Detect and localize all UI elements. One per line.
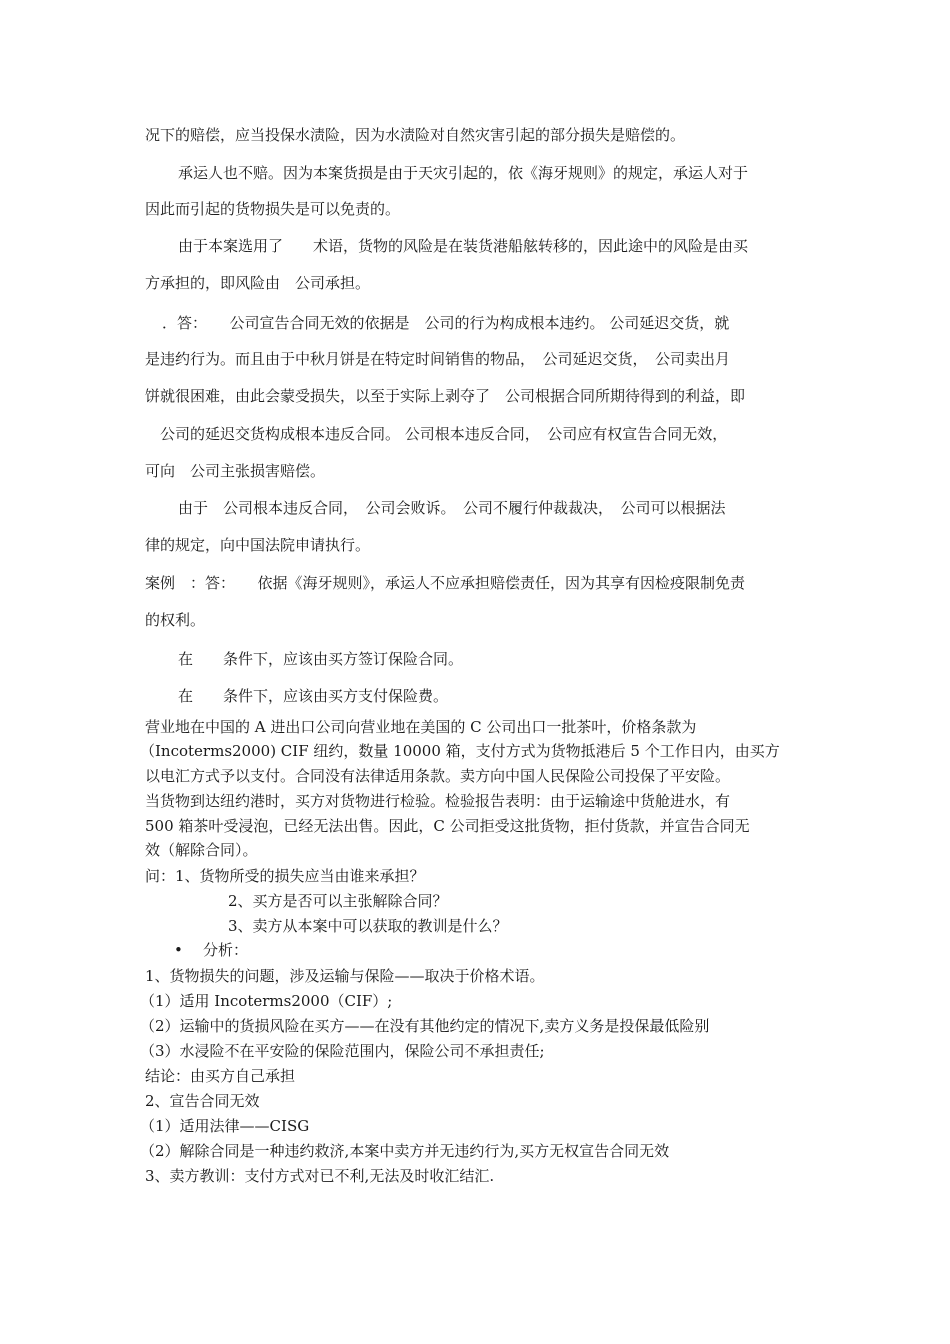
analysis-point-1-1: （1）适用 Incoterms2000（CIF）; (140, 992, 393, 1010)
analysis-point-1-3: （3）水浸险不在平安险的保险范围内，保险公司不承担责任; (140, 1042, 545, 1060)
answer-paragraph-3-line-2: 方承担的，即风险由 公司承担。 (145, 274, 371, 292)
answer-paragraph-5-line-2: 律的规定，向中国法院申请执行。 (145, 536, 371, 554)
answer-paragraph-5-line-1: 由于 公司根本违反合同， 公司会败诉。 公司不履行仲裁裁决， 公司可以根据法 (178, 499, 726, 517)
analysis-point-1-2: （2）运输中的货损风险在买方——在没有其他约定的情况下,卖方义务是投保最低险别 (140, 1017, 710, 1035)
case-text-line-3: 以电汇方式予以支付。合同没有法律适用条款。卖方向中国人民保险公司投保了平安险。 (145, 767, 731, 785)
bullet-icon: • (174, 941, 183, 959)
analysis-conclusion: 结论：由买方自己承担 (145, 1067, 296, 1085)
case-text-line-4: 当货物到达纽约港时，买方对货物进行检验。检验报告表明：由于运输途中货舱进水，有 (145, 792, 731, 810)
case-text-line-5: 500 箱茶叶受浸泡，已经无法出售。因此，C 公司拒受这批货物，拒付货款，并宣告合同无 (145, 817, 750, 835)
analysis-point-1: 1、货物损失的问题，涉及运输与保险——取决于价格术语。 (145, 967, 545, 985)
case-text-line-2: （Incoterms2000) CIF 纽约，数量 10000 箱，支付方式为货物抵港后 5 个工作日内，由买方 (140, 742, 780, 760)
question-2: 2、买方是否可以主张解除合同？ (228, 892, 448, 910)
answer-paragraph-6-line-1: 案例 ：答： 依据《海牙规则》，承运人不应承担赔偿责任，因为其享有因检疫限制免责 (145, 574, 746, 592)
case-text-line-1: 营业地在中国的 A 进出口公司向营业地在美国的 C 公司出口一批茶叶，价格条款为 (145, 718, 697, 736)
case-text-line-6: 效（解除合同）。 (145, 841, 258, 859)
answer-paragraph-8-line-1: 在 条件下，应该由买方支付保险费。 (178, 687, 449, 705)
answer-paragraph-2-line-1: 承运人也不赔。因为本案货损是由于天灾引起的，依《海牙规则》的规定，承运人对于 (178, 164, 749, 182)
analysis-point-3: 3、卖方教训：支付方式对已不利,无法及时收汇结汇. (145, 1167, 495, 1185)
question-3: 3、卖方从本案中可以获取的教训是什么？ (228, 917, 508, 935)
answer-paragraph-4-line-3: 饼就很困难，由此会蒙受损失，以至于实际上剥夺了 公司根据合同所期待得到的利益，即 (145, 387, 746, 405)
analysis-heading: 分析： (203, 941, 249, 959)
analysis-point-2-2: （2）解除合同是一种违约救济,本案中卖方并无违约行为,买方无权宣告合同无效 (140, 1142, 670, 1160)
answer-paragraph-4-line-4: 公司的延迟交货构成根本违反合同。 公司根本违反合同， 公司应有权宣告合同无效， (145, 425, 728, 443)
answer-paragraph-7-line-1: 在 条件下，应该由买方签订保险合同。 (178, 650, 464, 668)
answer-paragraph-4-line-5: 可向 公司主张损害赔偿。 (145, 462, 326, 480)
answer-paragraph-3-line-1: 由于本案选用了 术语，货物的风险是在装货港船舷转移的，因此途中的风险是由买 (178, 237, 749, 255)
answer-paragraph-6-line-2: 的权利。 (145, 611, 206, 629)
analysis-point-2-1: （1）适用法律——CISG (140, 1117, 310, 1135)
answer-paragraph-1-line-1: 况下的赔偿，应当投保水渍险，因为水渍险对自然灾害引起的部分损失是赔偿的。 (145, 126, 686, 144)
analysis-point-2: 2、宣告合同无效 (145, 1092, 260, 1110)
answer-paragraph-4-line-1: ．答： 公司宣告合同无效的依据是 公司的行为构成根本违约。 公司延迟交货，就 (162, 314, 730, 332)
answer-paragraph-2-line-2: 因此而引起的货物损失是可以免责的。 (145, 200, 401, 218)
question-1: 问：1、货物所受的损失应当由谁来承担？ (145, 867, 425, 885)
answer-paragraph-4-line-2: 是违约行为。而且由于中秋月饼是在特定时间销售的物品， 公司延迟交货， 公司卖出月 (145, 350, 731, 368)
